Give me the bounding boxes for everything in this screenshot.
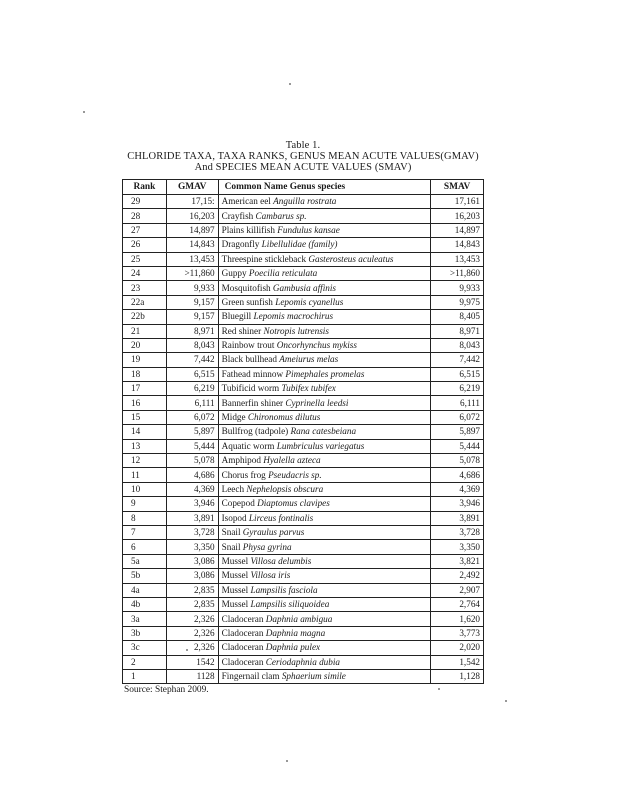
species-name-cell bbox=[218, 353, 431, 367]
genus-species: Lirceus fontinalis bbox=[248, 512, 314, 523]
table-row bbox=[123, 324, 484, 338]
common-name: Plains killifish bbox=[221, 224, 275, 235]
table-row bbox=[123, 454, 484, 468]
table-number: Table 1. bbox=[285, 140, 321, 151]
rank-cell: 22b bbox=[123, 310, 167, 324]
smav-cell: 3,350 bbox=[431, 540, 484, 554]
gmav-cell: 1542 bbox=[166, 655, 218, 669]
gmav-cell: 6,515 bbox=[166, 367, 218, 381]
rank-cell: 17 bbox=[123, 382, 167, 396]
table-row bbox=[123, 338, 484, 352]
species-name-cell bbox=[218, 497, 431, 511]
rank-cell: 14 bbox=[123, 425, 167, 439]
rank-cell: 4b bbox=[123, 597, 167, 611]
gmav-cell: 2,326 bbox=[166, 612, 218, 626]
gmav-cell: 14,897 bbox=[166, 223, 218, 237]
common-name: Mosquitofish bbox=[221, 282, 271, 293]
genus-species: Pimephales promelas bbox=[285, 368, 365, 379]
smav-cell: 1,542 bbox=[431, 655, 484, 669]
species-name-cell bbox=[218, 324, 431, 338]
species-name-cell bbox=[218, 367, 431, 381]
genus-species: Cambarus sp. bbox=[255, 210, 307, 221]
smav-cell: 14,843 bbox=[431, 238, 484, 252]
table-row bbox=[123, 295, 484, 309]
rank-cell: 22a bbox=[123, 295, 167, 309]
smav-cell: 2,907 bbox=[431, 583, 484, 597]
smav-cell: 3,891 bbox=[431, 511, 484, 525]
gmav-cell: 5,897 bbox=[166, 425, 218, 439]
scan-speck bbox=[186, 649, 188, 651]
smav-cell: 6,515 bbox=[431, 367, 484, 381]
table-row bbox=[123, 554, 484, 568]
rank-cell: 9 bbox=[123, 497, 167, 511]
species-name-cell bbox=[218, 195, 431, 209]
common-name: Mussel bbox=[221, 555, 249, 566]
table-subtitle: And SPECIES MEAN ACUTE VALUES (SMAV) bbox=[194, 162, 412, 173]
gmav-cell: 5,078 bbox=[166, 454, 218, 468]
table-row bbox=[123, 367, 484, 381]
smav-cell: 1,128 bbox=[431, 669, 484, 683]
genus-species: Lampsilis fasciola bbox=[250, 584, 318, 595]
species-name-cell bbox=[218, 525, 431, 539]
gmav-cell: 2,326 bbox=[166, 626, 218, 640]
genus-species: Notropis lutrensis bbox=[263, 325, 329, 336]
species-name-cell bbox=[218, 511, 431, 525]
species-name-cell bbox=[218, 583, 431, 597]
genus-species: Cyprinella leedsi bbox=[285, 397, 349, 408]
gmav-cell: 3,350 bbox=[166, 540, 218, 554]
gmav-cell: >11,860 bbox=[166, 266, 218, 280]
species-name-cell bbox=[218, 252, 431, 266]
gmav-cell: 6,111 bbox=[166, 396, 218, 410]
smav-cell: 6,072 bbox=[431, 410, 484, 424]
rank-cell: 15 bbox=[123, 410, 167, 424]
gmav-cell: 5,444 bbox=[166, 439, 218, 453]
species-name-cell bbox=[218, 410, 431, 424]
rank-cell: 6 bbox=[123, 540, 167, 554]
genus-species: Gyraulus parvus bbox=[242, 527, 305, 538]
scan-speck bbox=[438, 688, 440, 690]
common-name: Fathead minnow bbox=[221, 368, 284, 379]
scan-speck bbox=[83, 111, 85, 113]
species-name-cell bbox=[218, 454, 431, 468]
rank-cell: 4a bbox=[123, 583, 167, 597]
genus-species: Villosa iris bbox=[250, 570, 291, 581]
table-row bbox=[123, 597, 484, 611]
table-row bbox=[123, 382, 484, 396]
gmav-cell: 3,891 bbox=[166, 511, 218, 525]
common-name: Black bullhead bbox=[221, 354, 277, 365]
table-container bbox=[122, 140, 484, 695]
genus-species: Anguilla rostrata bbox=[273, 196, 337, 207]
scan-speck bbox=[286, 760, 288, 762]
table-row bbox=[123, 540, 484, 554]
smav-cell: 13,453 bbox=[431, 252, 484, 266]
smav-cell: 9,933 bbox=[431, 281, 484, 295]
smav-cell: 5,444 bbox=[431, 439, 484, 453]
genus-species: Oncorhynchus mykiss bbox=[276, 340, 357, 351]
genus-species: Libellulidae (family) bbox=[261, 239, 338, 250]
rank-cell: 1 bbox=[123, 669, 167, 683]
species-name-cell bbox=[218, 281, 431, 295]
common-name: Cladoceran bbox=[221, 613, 264, 624]
table-row bbox=[123, 669, 484, 683]
table-row bbox=[123, 223, 484, 237]
smav-cell: 6,219 bbox=[431, 382, 484, 396]
species-name-cell bbox=[218, 540, 431, 554]
table-row bbox=[123, 482, 484, 496]
gmav-cell: 14,843 bbox=[166, 238, 218, 252]
genus-species: Fundulus kansae bbox=[277, 224, 340, 235]
common-name: Bullfrog (tadpole) bbox=[221, 426, 289, 437]
table-caption bbox=[122, 140, 484, 173]
common-name: Amphipod bbox=[221, 455, 261, 466]
genus-species: Physa gyrina bbox=[242, 541, 292, 552]
table-row bbox=[123, 310, 484, 324]
smav-cell: 3,946 bbox=[431, 497, 484, 511]
species-name-cell bbox=[218, 338, 431, 352]
rank-cell: 8 bbox=[123, 511, 167, 525]
genus-species: Hyalella azteca bbox=[263, 455, 321, 466]
common-name: Rainbow trout bbox=[221, 340, 275, 351]
smav-cell: 6,111 bbox=[431, 396, 484, 410]
common-name: Green sunfish bbox=[221, 296, 273, 307]
species-name-cell bbox=[218, 425, 431, 439]
table-row bbox=[123, 396, 484, 410]
genus-species: Villosa delumbis bbox=[250, 555, 312, 566]
common-name: Aquatic worm bbox=[221, 440, 275, 451]
rank-cell: 5a bbox=[123, 554, 167, 568]
scan-speck bbox=[505, 700, 507, 702]
genus-species: Lepomis macrochirus bbox=[253, 311, 334, 322]
smav-cell: 5,078 bbox=[431, 454, 484, 468]
rank-cell: 10 bbox=[123, 482, 167, 496]
species-name-cell bbox=[218, 439, 431, 453]
genus-species: Rana catesbeiana bbox=[290, 426, 357, 437]
table-row bbox=[123, 410, 484, 424]
rank-cell: 20 bbox=[123, 338, 167, 352]
table-row bbox=[123, 252, 484, 266]
rank-cell: 26 bbox=[123, 238, 167, 252]
rank-cell: 24 bbox=[123, 266, 167, 280]
source-note: Source: Stephan 2009. bbox=[124, 685, 209, 696]
table-row bbox=[123, 281, 484, 295]
common-name: Dragonfly bbox=[221, 239, 260, 250]
gmav-cell: 2,326 bbox=[166, 641, 218, 655]
rank-cell: 3b bbox=[123, 626, 167, 640]
gmav-cell: 2,835 bbox=[166, 583, 218, 597]
genus-species: Lepomis cyanellus bbox=[275, 296, 344, 307]
gmav-cell: 3,728 bbox=[166, 525, 218, 539]
gmav-cell: 9,933 bbox=[166, 281, 218, 295]
gmav-cell: 1128 bbox=[166, 669, 218, 683]
common-name: Isopod bbox=[221, 512, 247, 523]
table-row bbox=[123, 439, 484, 453]
genus-species: Daphnia pulex bbox=[265, 642, 321, 653]
table-row bbox=[123, 425, 484, 439]
common-name: Fingernail clam bbox=[221, 671, 280, 682]
common-name: Cladoceran bbox=[221, 642, 264, 653]
rank-cell: 27 bbox=[123, 223, 167, 237]
rank-cell: 3c bbox=[123, 641, 167, 655]
species-name-cell bbox=[218, 554, 431, 568]
table-title: CHLORIDE TAXA, TAXA RANKS, GENUS MEAN ACUTE VALUES(GMAV) bbox=[127, 151, 479, 162]
species-name-cell bbox=[218, 382, 431, 396]
smav-cell: 3,728 bbox=[431, 525, 484, 539]
common-name: Mussel bbox=[221, 599, 249, 610]
common-name: Tubificid worm bbox=[221, 383, 280, 394]
common-name: Mussel bbox=[221, 584, 249, 595]
gmav-cell: 8,971 bbox=[166, 324, 218, 338]
gmav-cell: 9,157 bbox=[166, 310, 218, 324]
table-row bbox=[123, 353, 484, 367]
genus-species: Ameiurus melas bbox=[279, 354, 339, 365]
common-name: Guppy bbox=[221, 268, 247, 279]
genus-species: Chironomus dilutus bbox=[247, 412, 321, 423]
table-row bbox=[123, 468, 484, 482]
gmav-cell: 6,219 bbox=[166, 382, 218, 396]
common-name: Threespine stickleback bbox=[221, 253, 307, 264]
species-name-cell bbox=[218, 266, 431, 280]
gmav-cell: 16,203 bbox=[166, 209, 218, 223]
rank-cell: 7 bbox=[123, 525, 167, 539]
header-gmav: GMAV bbox=[166, 180, 218, 195]
smav-cell: 4,369 bbox=[431, 482, 484, 496]
rank-cell: 5b bbox=[123, 569, 167, 583]
smav-cell: 3,773 bbox=[431, 626, 484, 640]
header-common-name: Common Name Genus species bbox=[218, 180, 431, 195]
smav-cell: 9,975 bbox=[431, 295, 484, 309]
common-name: Red shiner bbox=[221, 325, 262, 336]
chloride-taxa-table bbox=[122, 179, 484, 684]
table-row bbox=[123, 525, 484, 539]
common-name: Snail bbox=[221, 541, 241, 552]
rank-cell: 16 bbox=[123, 396, 167, 410]
smav-cell: 4,686 bbox=[431, 468, 484, 482]
rank-cell: 12 bbox=[123, 454, 167, 468]
gmav-cell: 7,442 bbox=[166, 353, 218, 367]
species-name-cell bbox=[218, 396, 431, 410]
rank-cell: 23 bbox=[123, 281, 167, 295]
smav-cell: >11,860 bbox=[431, 266, 484, 280]
species-name-cell bbox=[218, 669, 431, 683]
species-name-cell bbox=[218, 612, 431, 626]
common-name: Mussel bbox=[221, 570, 249, 581]
common-name: Snail bbox=[221, 527, 241, 538]
smav-cell: 3,821 bbox=[431, 554, 484, 568]
gmav-cell: 3,946 bbox=[166, 497, 218, 511]
common-name: Copepod bbox=[221, 498, 255, 509]
gmav-cell: 9,157 bbox=[166, 295, 218, 309]
genus-species: Gambusia affinis bbox=[272, 282, 336, 293]
scan-speck bbox=[289, 83, 291, 85]
rank-cell: 2 bbox=[123, 655, 167, 669]
species-name-cell bbox=[218, 468, 431, 482]
smav-cell: 14,897 bbox=[431, 223, 484, 237]
common-name: Midge bbox=[221, 412, 246, 423]
table-row bbox=[123, 583, 484, 597]
smav-cell: 5,897 bbox=[431, 425, 484, 439]
genus-species: Nephelopsis obscura bbox=[246, 484, 324, 494]
header-row bbox=[123, 180, 484, 195]
table-row bbox=[123, 655, 484, 669]
gmav-cell: 13,453 bbox=[166, 252, 218, 266]
table-row bbox=[123, 238, 484, 252]
genus-species: Sphaerium simile bbox=[281, 671, 346, 682]
smav-cell: 7,442 bbox=[431, 353, 484, 367]
genus-species: Daphnia magna bbox=[265, 627, 326, 638]
gmav-cell: 6,072 bbox=[166, 410, 218, 424]
gmav-cell: 4,686 bbox=[166, 468, 218, 482]
smav-cell: 16,203 bbox=[431, 209, 484, 223]
table-row bbox=[123, 511, 484, 525]
genus-species: Lampsilis siliquoidea bbox=[250, 599, 330, 610]
rank-cell: 18 bbox=[123, 367, 167, 381]
smav-cell: 1,620 bbox=[431, 612, 484, 626]
gmav-cell: 2,835 bbox=[166, 597, 218, 611]
species-name-cell bbox=[218, 482, 431, 496]
genus-species: Diaptomus clavipes bbox=[257, 498, 330, 509]
genus-species: Daphnia ambigua bbox=[265, 613, 333, 624]
rank-cell: 21 bbox=[123, 324, 167, 338]
rank-cell: 29 bbox=[123, 195, 167, 209]
smav-cell: 17,161 bbox=[431, 195, 484, 209]
genus-species: Ceriodaphnia dubia bbox=[265, 656, 341, 667]
genus-species: Pseudacris sp. bbox=[268, 469, 322, 480]
common-name: American eel bbox=[221, 196, 271, 207]
rank-cell: 25 bbox=[123, 252, 167, 266]
header-rank: Rank bbox=[123, 180, 167, 195]
rank-cell: 28 bbox=[123, 209, 167, 223]
gmav-cell: 8,043 bbox=[166, 338, 218, 352]
species-name-cell bbox=[218, 238, 431, 252]
species-name-cell bbox=[218, 626, 431, 640]
table-row bbox=[123, 641, 484, 655]
rank-cell: 19 bbox=[123, 353, 167, 367]
rank-cell: 3a bbox=[123, 612, 167, 626]
common-name: Bluegill bbox=[221, 311, 252, 322]
common-name: Cladoceran bbox=[221, 656, 264, 667]
table-row bbox=[123, 497, 484, 511]
species-name-cell bbox=[218, 295, 431, 309]
smav-cell: 2,020 bbox=[431, 641, 484, 655]
gmav-cell: 3,086 bbox=[166, 554, 218, 568]
rank-cell: 11 bbox=[123, 468, 167, 482]
rank-cell: 13 bbox=[123, 439, 167, 453]
smav-cell: 8,043 bbox=[431, 338, 484, 352]
species-name-cell bbox=[218, 597, 431, 611]
genus-species: Lumbriculus variegatus bbox=[276, 440, 365, 451]
genus-species: Poecilia reticulata bbox=[248, 268, 318, 279]
genus-species: Tubifex tubifex bbox=[281, 383, 336, 394]
common-name: Cladoceran bbox=[221, 627, 264, 638]
species-name-cell bbox=[218, 641, 431, 655]
smav-cell: 8,971 bbox=[431, 324, 484, 338]
gmav-cell: 3,086 bbox=[166, 569, 218, 583]
gmav-cell: 4,369 bbox=[166, 482, 218, 496]
genus-species: Gasterosteus aculeatus bbox=[308, 253, 394, 264]
header-smav: SMAV bbox=[431, 180, 484, 195]
species-name-cell bbox=[218, 569, 431, 583]
species-name-cell bbox=[218, 310, 431, 324]
table-row bbox=[123, 209, 484, 223]
common-name: Chorus frog bbox=[221, 469, 266, 480]
common-name: Bannerfin shiner bbox=[221, 397, 284, 408]
smav-cell: 2,764 bbox=[431, 597, 484, 611]
common-name: Leech bbox=[221, 484, 245, 494]
table-row bbox=[123, 266, 484, 280]
species-name-cell bbox=[218, 223, 431, 237]
species-name-cell bbox=[218, 655, 431, 669]
smav-cell: 8,405 bbox=[431, 310, 484, 324]
common-name: Crayfish bbox=[221, 210, 254, 221]
smav-cell: 2,492 bbox=[431, 569, 484, 583]
table-row bbox=[123, 195, 484, 209]
table-row bbox=[123, 569, 484, 583]
table-row bbox=[123, 626, 484, 640]
gmav-cell: 17,15: bbox=[166, 195, 218, 209]
species-name-cell bbox=[218, 209, 431, 223]
table-row bbox=[123, 612, 484, 626]
